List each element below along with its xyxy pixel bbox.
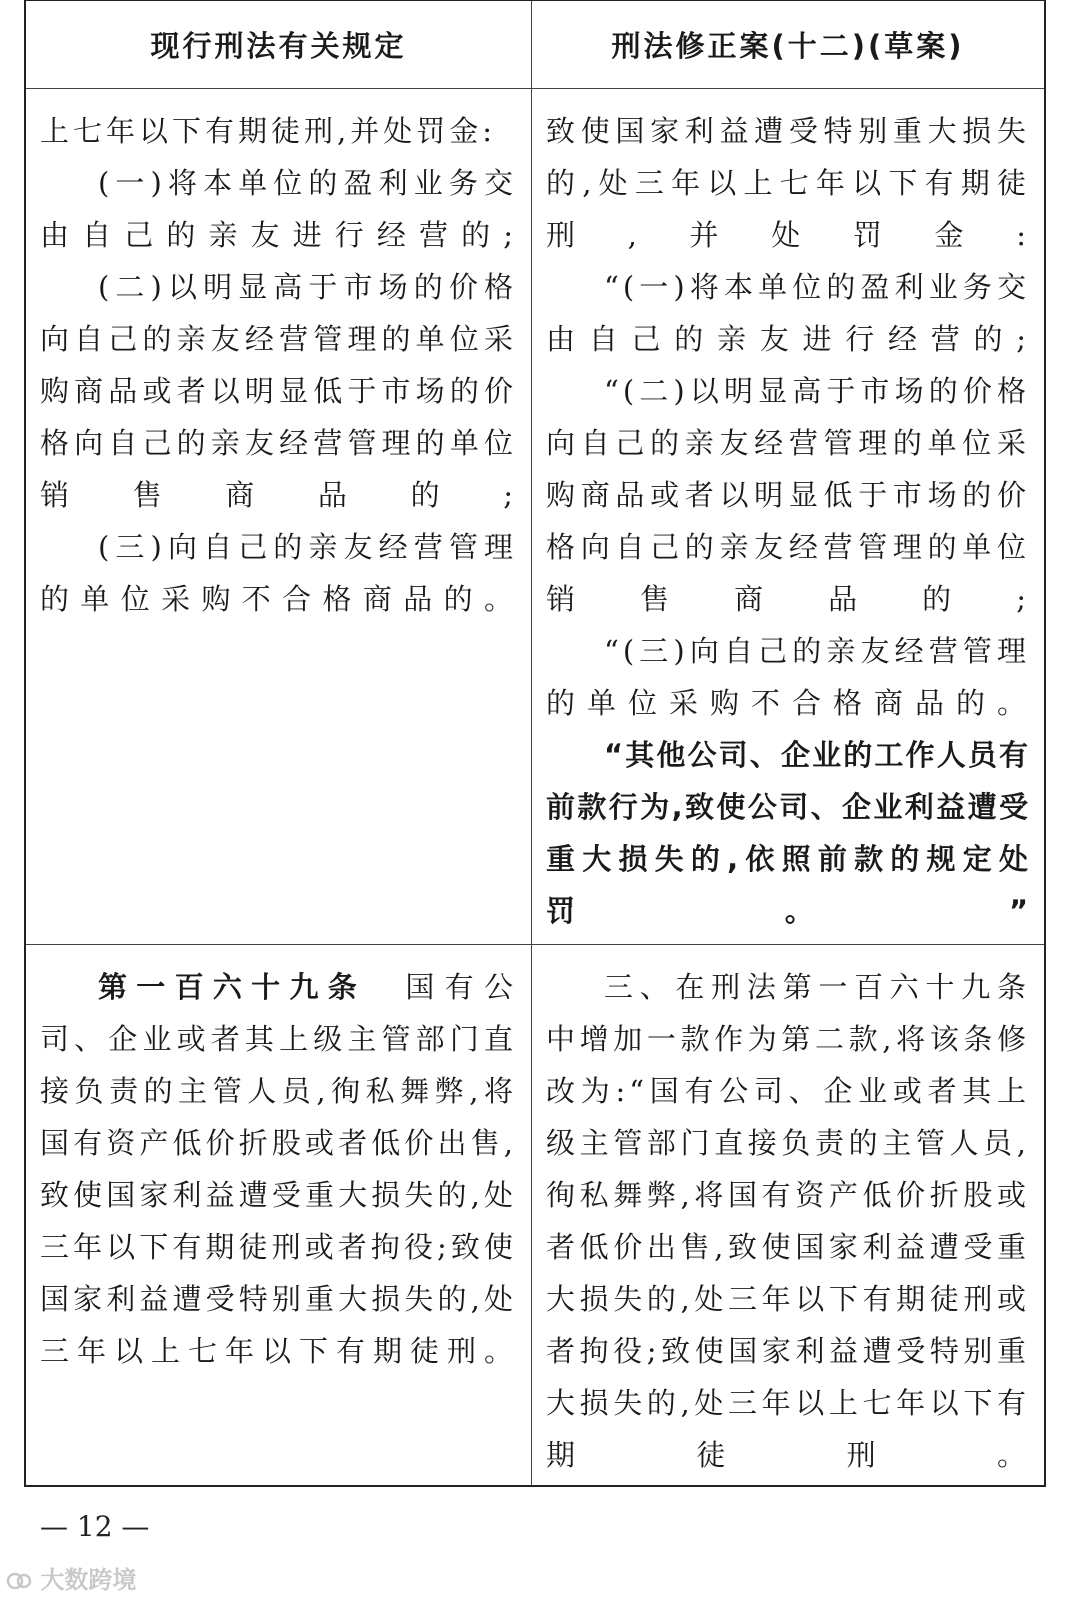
paragraph: 三、在刑法第一百六十九条中增加一款作为第二款,将该条修改为:“国有公司、企业或者其上级主管部门直接负责的主管人员,徇私舞弊,将国有资产低价折股或者低价出售,致使国家利益遭受重大损失的,处三年以下有期徒刑或者拘役;致使国家利益遭受特别重大损失的,处三年以上七年以下有期徒刑。	[546, 970, 1030, 1472]
table-row	[26, 945, 1044, 1485]
header-current-law: 现行刑法有关规定	[26, 1, 532, 88]
comparison-table	[24, 0, 1046, 1487]
amendment-cell	[532, 945, 1044, 1485]
paragraph: “(二)以明显高于市场的价格向自己的亲友经营管理的单位采购商品或者以明显低于市场的价格向自己的亲友经营管理的单位销售商品的;	[546, 374, 1030, 616]
article-paragraph	[40, 961, 517, 1377]
paragraph: “(一)将本单位的盈利业务交由自己的亲友进行经营的;	[546, 270, 1030, 356]
article-text: 国有公司、企业或者其上级主管部门直接负责的主管人员,徇私舞弊,将国有资产低价折股或者低价出售,致使国家利益遭受重大损失的,处三年以下有期徒刑或者拘役;致使国家利益遭受特别重大损失的,处三年以上七年以下有期徒刑。	[40, 970, 517, 1368]
paragraph: (三)向自己的亲友经营管理的单位采购不合格商品的。	[40, 530, 517, 616]
watermark-logo-icon	[6, 1569, 32, 1593]
new-clause-paragraph: “其他公司、企业的工作人员有前款行为,致使公司、企业利益遭受重大损失的,依照前款的规定处罚。”	[546, 738, 1030, 928]
header-amendment: 刑法修正案(十二)(草案)	[611, 29, 965, 63]
table-row	[26, 89, 1044, 945]
page-number: — 12 —	[40, 1510, 150, 1543]
paragraph: (二)以明显高于市场的价格向自己的亲友经营管理的单位采购商品或者以明显低于市场的价格向自己的亲友经营管理的单位销售商品的;	[40, 270, 517, 512]
paragraph: 致使国家利益遭受特别重大损失的,处三年以上七年以下有期徒刑,并处罚金:	[546, 114, 1030, 252]
watermark	[6, 1560, 136, 1595]
paragraph: 上七年以下有期徒刑,并处罚金:	[40, 114, 496, 148]
current-law-cell	[26, 89, 532, 944]
paragraph: (一)将本单位的盈利业务交由自己的亲友进行经营的;	[40, 166, 517, 252]
amendment-cell	[532, 89, 1044, 944]
watermark-text: 大数跨境	[40, 1566, 137, 1594]
current-law-cell	[26, 945, 532, 1485]
table-header-row	[26, 1, 1044, 89]
paragraph: “(三)向自己的亲友经营管理的单位采购不合格商品的。	[546, 634, 1030, 720]
article-title: 第一百六十九条	[98, 970, 367, 1004]
